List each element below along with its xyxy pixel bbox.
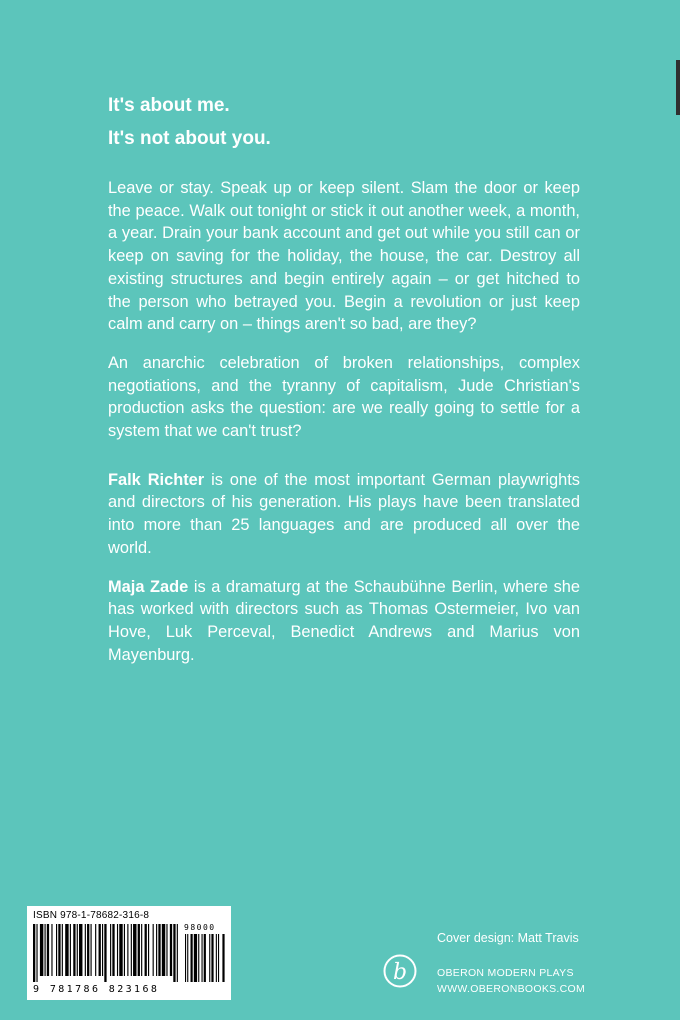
- barcode-bar: [36, 924, 37, 982]
- barcode-bar: [145, 924, 147, 976]
- addon-bar: [209, 934, 210, 982]
- logo-letter: b: [392, 960, 408, 985]
- barcode-bar: [110, 924, 111, 976]
- author-bio: [108, 469, 580, 560]
- addon-bar: [218, 934, 219, 982]
- barcode-bar: [87, 924, 89, 976]
- addon-bar: [202, 934, 203, 982]
- barcode-bar: [156, 924, 157, 976]
- barcode-bar: [138, 924, 140, 976]
- barcode-bar: [112, 924, 114, 976]
- barcode-bar: [104, 924, 106, 982]
- barcode-bars: [33, 924, 227, 984]
- cover-design-credit: Cover design: Matt Travis: [437, 931, 579, 945]
- barcode-panel: [27, 906, 231, 1000]
- barcode-bar: [117, 924, 118, 976]
- barcode-bar: [119, 924, 122, 976]
- barcode-bar: [173, 924, 175, 982]
- barcode-bar: [85, 924, 86, 976]
- tagline-2: It's not about you.: [108, 128, 271, 149]
- barcode-bar: [162, 924, 165, 976]
- translator-bio: [108, 576, 580, 667]
- barcode-bar: [77, 924, 78, 976]
- blurb-paragraph-1: Leave or stay. Speak up or keep silent. Slam the door or keep the peace. Walk out tonight or stick it out another week, a month, a year. Drain your bank account and get out while you still can or keep on saving for the holiday, the house, the car. Destroy all existing structures and begin entirely again – or get hitched to the person who betrayed you. Begin a revolution or just keep calm and carry on – things aren't so bad, are they?: [108, 179, 580, 334]
- blurb-paragraph-2: An anarchic celebration of broken relationships, complex negotiations, and the tyranny of capitalism, Jude Christian's production asks the question: are we really going to settle for a system that we can't trust?: [108, 353, 580, 441]
- barcode-bar: [40, 924, 43, 976]
- barcode-bar: [133, 924, 136, 976]
- barcode-bar: [99, 924, 101, 976]
- barcode-bar: [141, 924, 142, 976]
- barcode-bar: [79, 924, 82, 976]
- barcode-bar: [70, 924, 71, 976]
- addon-digits: 98000: [184, 923, 216, 932]
- publisher-name: OBERON MODERN PLAYS: [437, 967, 574, 979]
- publisher-block: [437, 965, 585, 997]
- barcode-bar: [56, 924, 57, 976]
- addon-bar: [194, 934, 197, 982]
- addon-bar: [211, 934, 213, 982]
- barcode-bar: [158, 924, 160, 976]
- barcode-bar: [73, 924, 75, 976]
- addon-bar: [216, 934, 217, 982]
- tagline-1: It's about me.: [108, 95, 230, 116]
- ean-digits: 9 781786 823168: [33, 984, 160, 995]
- translator-name: Maja Zade: [108, 577, 189, 596]
- author-name: Falk Richter: [108, 470, 205, 489]
- oberon-logo-icon: [383, 953, 417, 989]
- barcode-bar: [95, 924, 96, 976]
- translator-bio-text: is a dramaturg at the Schaubühne Berlin, where she has worked with directors such as Thomas Ostermeier, Ivo van Hove, Luk Perceval, Benedict Andrews and Marius von Mayenburg.: [108, 577, 580, 664]
- barcode-bar: [102, 924, 103, 976]
- addon-bar: [191, 934, 193, 982]
- addon-bar: [198, 934, 199, 982]
- barcode-bar: [33, 924, 35, 982]
- barcode-bar: [62, 924, 63, 976]
- barcode-bar: [65, 924, 68, 976]
- spine-edge-mark: [676, 60, 680, 115]
- back-cover-text: [108, 93, 580, 682]
- addon-bar: [185, 934, 186, 982]
- author-bio-text: is one of the most important German playwrights and directors of his generation. His plays have been translated into more than 25 languages and are produced all over the world.: [108, 470, 580, 557]
- publisher-url[interactable]: WWW.OBERONBOOKS.COM: [437, 983, 586, 995]
- barcode-bar: [166, 924, 167, 976]
- addon-bar: [187, 934, 188, 982]
- isbn-label: ISBN 978-1-78682-316-8: [33, 910, 150, 921]
- barcode-bar: [148, 924, 149, 976]
- barcode-bar: [177, 924, 178, 982]
- barcode-bar: [91, 924, 92, 976]
- barcode-bar: [58, 924, 60, 976]
- addon-bar: [222, 934, 224, 982]
- barcode-bar: [51, 924, 52, 976]
- addon-bar: [204, 934, 206, 982]
- barcode-bar: [47, 924, 49, 976]
- barcode-bar: [170, 924, 172, 976]
- barcode-bar: [127, 924, 128, 976]
- barcode-bar: [153, 924, 154, 976]
- barcode-bar: [45, 924, 46, 976]
- barcode-bar: [131, 924, 132, 976]
- barcode-bar: [124, 924, 125, 976]
